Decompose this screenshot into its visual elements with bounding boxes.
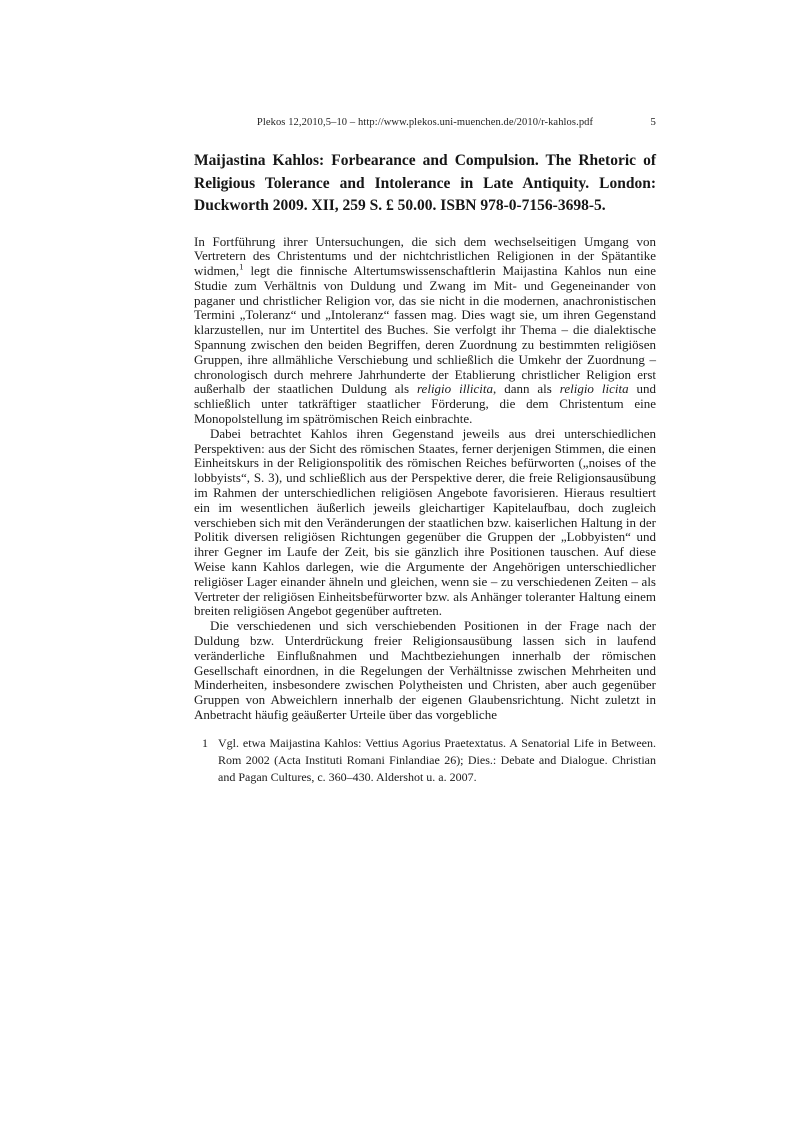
- running-header-text: Plekos 12,2010,5–10 – http://www.plekos.uni-muenchen.de/2010/r-kahlos.pdf: [256, 117, 594, 128]
- page-content: [194, 150, 656, 786]
- text-segment: , dann als: [493, 381, 560, 397]
- text-segment: In Fortführung ihrer Untersuchungen, die sich dem wechselseitigen Umgang von Vertretern des Christentums und der nichtchristlichen Religionen in der Spätantike widmen,: [194, 233, 656, 279]
- text-segment: religio illicita: [416, 381, 494, 397]
- footnote: [202, 735, 656, 786]
- footnote-text: Vgl. etwa Maijastina Kahlos: Vettius Agorius Praetextatus. A Senatorial Life in Between. Rom 2002 (Acta Instituti Romani Finlandiae 26); Dies.: Debate and Dialogue. Christian and Pagan Cultures, c. 360–430. Aldershot u. a. 2007.: [218, 735, 656, 784]
- text-segment: Die verschiedenen und sich verschiebenden Positionen in der Frage nach der Duldung bzw. Unterdrückung freier Religionsausübung lassen sich in laufend veränderliche Einflußnahmen und Machtbeziehungen innerhalb der römischen Gesellschaft einordnen, in die Regelungen der Verhältnisse zwischen Mehrheiten und Minderheiten, insbesondere zwischen Polytheisten und Christen, aber auch gegenüber Gruppen von Abweichlern innerhalb der eigenen Glaubensrichtung. Nicht zuletzt in Anbetracht häufig geäußerter Urteile über das vorgebliche: [194, 618, 656, 722]
- review-body: [194, 235, 656, 723]
- page-number: 5: [650, 116, 656, 128]
- footnote-marker: 1: [239, 261, 244, 272]
- paragraph: [194, 427, 656, 619]
- footnote-number: 1: [202, 735, 208, 750]
- text-segment: Dabei betrachtet Kahlos ihren Gegenstand jeweils aus drei unterschiedlichen Perspektiven: aus der Sicht des römischen Staates, ferner derjenigen Stimmen, die einen Einheitskurs in der Religionspolitik des römischen Reiches befürworten („noises of the lobbyists“, S. 3), und schließlich aus der Perspektive derer, die freie Religionsausübung im Rahmen der unterschiedlichen religiösen Angebote favorisieren. Hieraus resultiert ein im wesentlichen äußerlich jeweils gleichartiger Kapitelaufbau, doch zugleich verschieben sich mit den Veränderungen der staatlichen bzw. kaiserlichen Haltung in der Politik diversen religiösen Richtungen gegenüber die Gruppen der „Lobbyisten“ und ihrer Gegner im Laufe der Zeit, bis sie gänzlich ihre Positionen tauschen. Auf diese Weise kann Kahlos darlegen, wie die Argumente der Angehörigen unterschiedlicher religiöser Lager einander ähneln und gleichen, wenn sie – zu verschiedenen Zeiten – als Vertreter der religiösen Einheitsbefürworter bzw. als Anhänger toleranter Haltung einem breiten religiösen Angebot gegenüber auftreten.: [194, 425, 656, 619]
- text-segment: religio licita: [559, 381, 629, 397]
- text-segment: legt die finnische Altertumswissenschaftlerin Maijastina Kahlos nun eine Studie zum Verhältnis von Duldung und Zwang im Mit- und Gegeneinander von paganer und christlicher Religion vor, das sie nicht in die modernen, anachronistischen Termini „Toleranz“ und „Intoleranz“ fassen mag. Dies wagt sie, um ihren Gegenstand klarzustellen, nur im Untertitel des Buches. Sie verfolgt ihr Thema – die dialektische Spannung zwischen den beiden Begriffen, deren Zuordnung zu bestimmten religiösen Gruppen, ihre allmähliche Verschiebung und schließlich die Umkehr der Zuordnung – chronologisch durch mehrere Jahrhunderte der Etablierung christlicher Religion erst außerhalb der staatlichen Duldung als: [194, 263, 656, 397]
- paragraph: [194, 235, 656, 427]
- running-header: [194, 116, 656, 129]
- review-heading: Maijastina Kahlos: Forbearance and Compulsion. The Rhetoric of Religious Tolerance and Intolerance in Late Antiquity. London: Duckworth 2009. XII, 259 S. £ 50.00. ISBN 978-0-7156-3698-5.: [194, 152, 656, 214]
- text-segment: und schließlich unter tatkräftiger staatlicher Förderung, die dem Christentum eine Monopolstellung im spätrömischen Reich einbrachte.: [194, 381, 656, 427]
- paragraph: [194, 619, 656, 723]
